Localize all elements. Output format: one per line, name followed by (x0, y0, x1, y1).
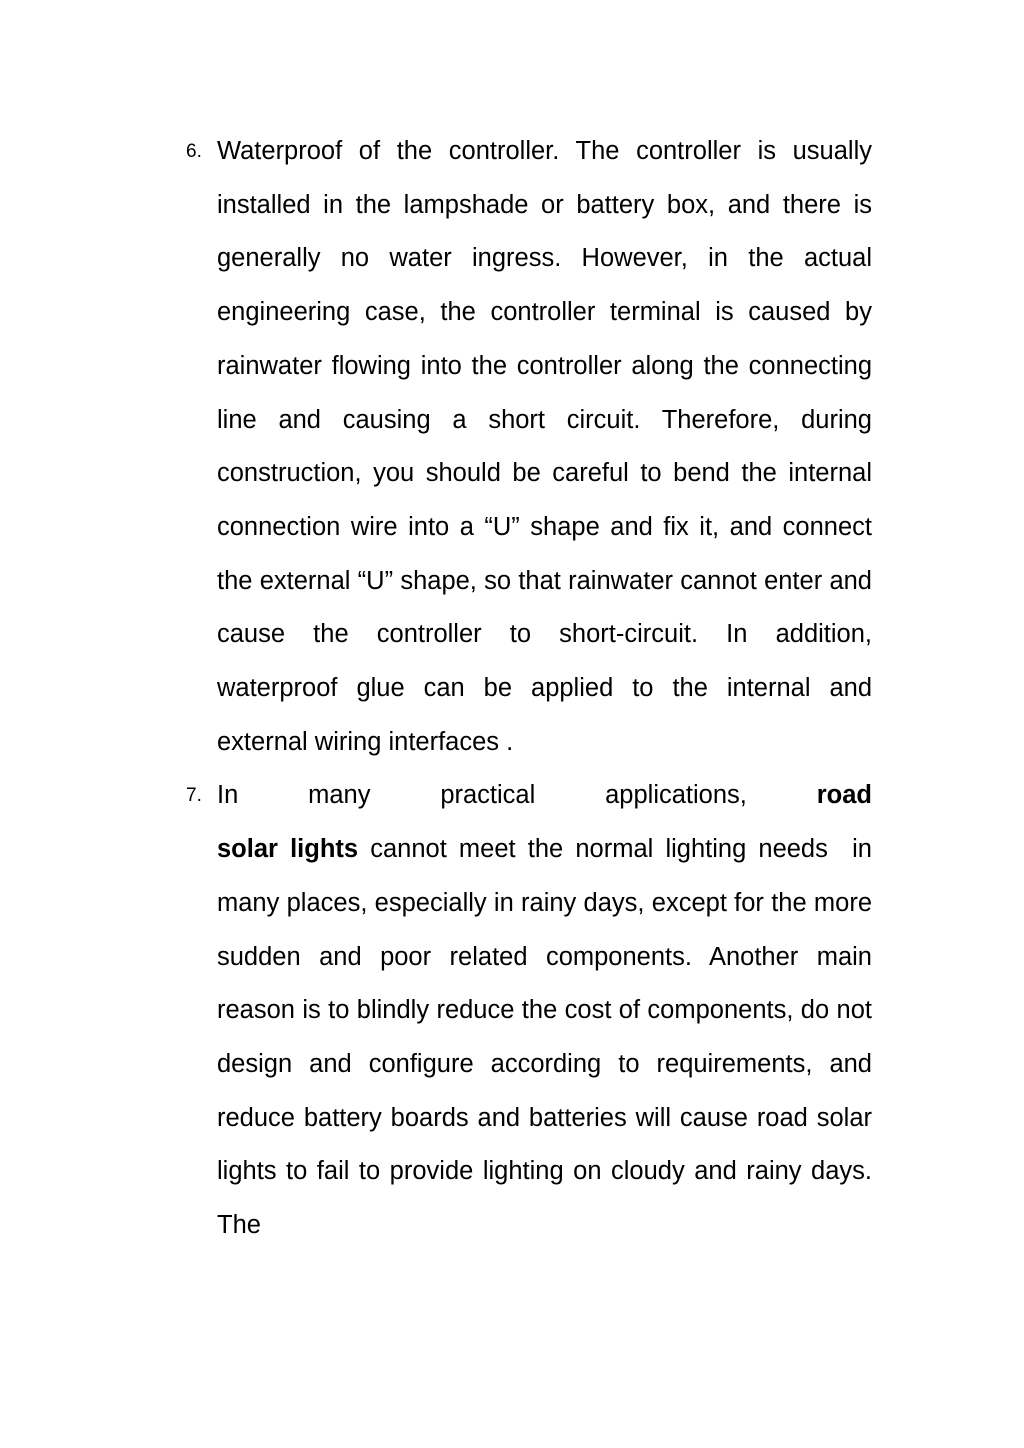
bold-term-part-1: road (816, 781, 872, 810)
paragraph-first-line (217, 769, 872, 823)
list-number: 6. (186, 141, 202, 162)
paragraph-text (217, 823, 887, 1253)
bold-term-part-2: solar lights (217, 835, 359, 864)
list-number: 7. (186, 785, 202, 807)
paragraph-rest: cannot meet the normal lighting needs in many places, especially in rainy days, except for the more sudden and poor related components. Another main reason is to blindly reduce the cost of components, do not design and configure according to requirements, and reduce battery boards and batteries will cause road solar lights to fail to provide lighting on cloudy and rainy days. The (217, 835, 887, 1240)
list-item-7 (186, 769, 887, 1252)
first-line-text: In many practical applications, (217, 781, 747, 810)
list-item-6 (186, 125, 880, 769)
numbered-list (186, 125, 887, 1253)
paragraph-text: Waterproof of the controller. The controller is usually installed in the lampshade or battery box, and there is generally no water ingress. However, in the actual engineering case, the controller terminal is caused by rainwater flowing into the controller along the connecting line and causing a short circuit. Therefore, during construction, you should be careful to bend the internal connection wire into a “U” shape and fix it, and connect the external “U” shape, so that rainwater cannot enter and cause the controller to short-circuit. In addition, waterproof glue can be applied to the internal and external wiring interfaces . (217, 137, 880, 756)
